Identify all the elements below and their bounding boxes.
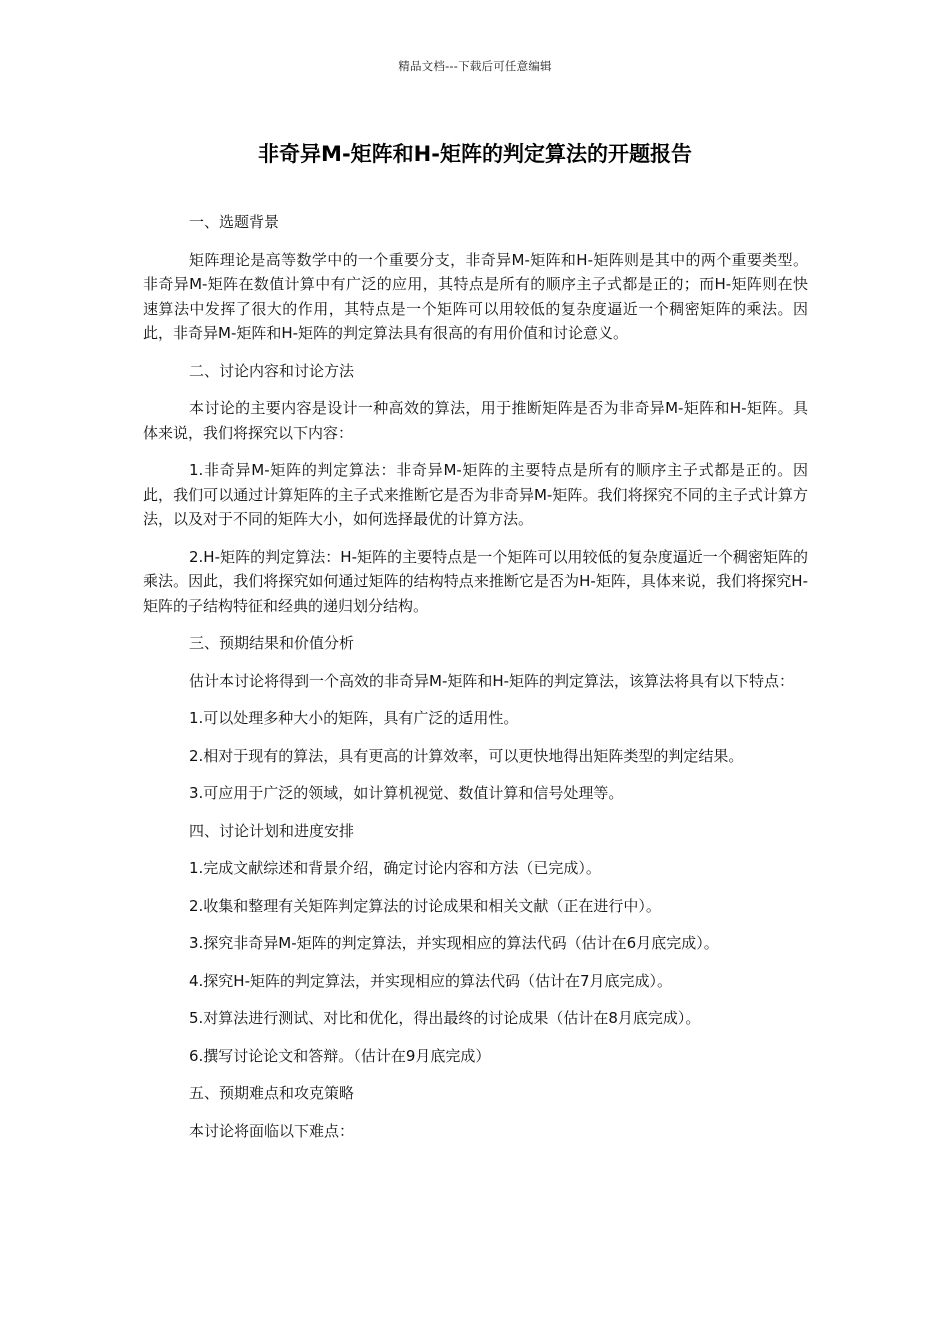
section-heading-schedule: 四、讨论计划和进度安排 bbox=[189, 821, 355, 840]
section-heading-difficulties: 五、预期难点和攻克策略 bbox=[189, 1084, 355, 1102]
header-note: 精品文档---下载后可任意编辑 bbox=[398, 59, 552, 73]
list-item: 1.可以处理多种大小的矩阵，具有广泛的适用性。 bbox=[189, 709, 519, 727]
section-heading-expected-results: 三、预期结果和价值分析 bbox=[189, 634, 355, 652]
section-heading-content-methods: 二、讨论内容和讨论方法 bbox=[189, 361, 355, 380]
document-body bbox=[143, 210, 808, 1156]
paragraph: 本讨论的主要内容是设计一种高效的算法，用于推断矩阵是否为非奇异M-矩阵和H-矩阵。具体来说，我们将探究以下内容： bbox=[143, 399, 808, 442]
list-item: 3.探究非奇异M-矩阵的判定算法，并实现相应的算法代码（估计在6月底完成）。 bbox=[189, 934, 719, 952]
list-item: 6.撰写讨论论文和答辩。（估计在9月底完成） bbox=[189, 1046, 491, 1065]
list-item: 2.收集和整理有关矩阵判定算法的讨论成果和相关文献（正在进行中）。 bbox=[189, 896, 661, 915]
section-heading-background: 一、选题背景 bbox=[189, 213, 280, 231]
paragraph: 估计本讨论将得到一个高效的非奇异M-矩阵和H-矩阵的判定算法，该算法将具有以下特点： bbox=[189, 671, 795, 690]
list-item: 1.完成文献综述和背景介绍，确定讨论内容和方法（已完成）。 bbox=[189, 859, 601, 877]
list-item: 2.H-矩阵的判定算法：H-矩阵的主要特点是一个矩阵可以用较低的复杂度逼近一个稠密矩阵的乘法。因此，我们将探究如何通过矩阵的结构特点来推断它是否为H-矩阵，具体来说，我们将探究H-矩阵的子结构特征和经典的递归划分结构。 bbox=[143, 547, 808, 615]
list-item: 5.对算法进行测试、对比和优化，得出最终的讨论成果（估计在8月底完成）。 bbox=[189, 1009, 701, 1027]
list-item: 1.非奇异M-矩阵的判定算法：非奇异M-矩阵的主要特点是所有的顺序主子式都是正的。因此，我们可以通过计算矩阵的主子式来推断它是否为非奇异M-矩阵。我们将探究不同的主子式计算方法，以及对于不同的矩阵大小，如何选择最优的计算方法。 bbox=[143, 461, 808, 528]
list-item: 4.探究H-矩阵的判定算法，并实现相应的算法代码（估计在7月底完成）。 bbox=[189, 971, 673, 990]
list-item: 2.相对于现有的算法，具有更高的计算效率，可以更快地得出矩阵类型的判定结果。 bbox=[189, 746, 744, 765]
paragraph: 本讨论将面临以下难点： bbox=[189, 1121, 355, 1140]
paragraph: 矩阵理论是高等数学中的一个重要分支，非奇异M-矩阵和H-矩阵则是其中的两个重要类型。非奇异M-矩阵在数值计算中有广泛的应用，其特点是所有的顺序主子式都是正的；而H-矩阵则在快速算法中发挥了很大的作用，其特点是一个矩阵可以用较低的复杂度逼近一个稠密矩阵的乘法。因此，非奇异M-矩阵和H-矩阵的判定算法具有很高的有用价值和讨论意义。 bbox=[143, 250, 808, 342]
document-title: 非奇异M-矩阵和H-矩阵的判定算法的开题报告 bbox=[258, 142, 692, 166]
list-item: 3.可应用于广泛的领域，如计算机视觉、数值计算和信号处理等。 bbox=[189, 784, 624, 802]
